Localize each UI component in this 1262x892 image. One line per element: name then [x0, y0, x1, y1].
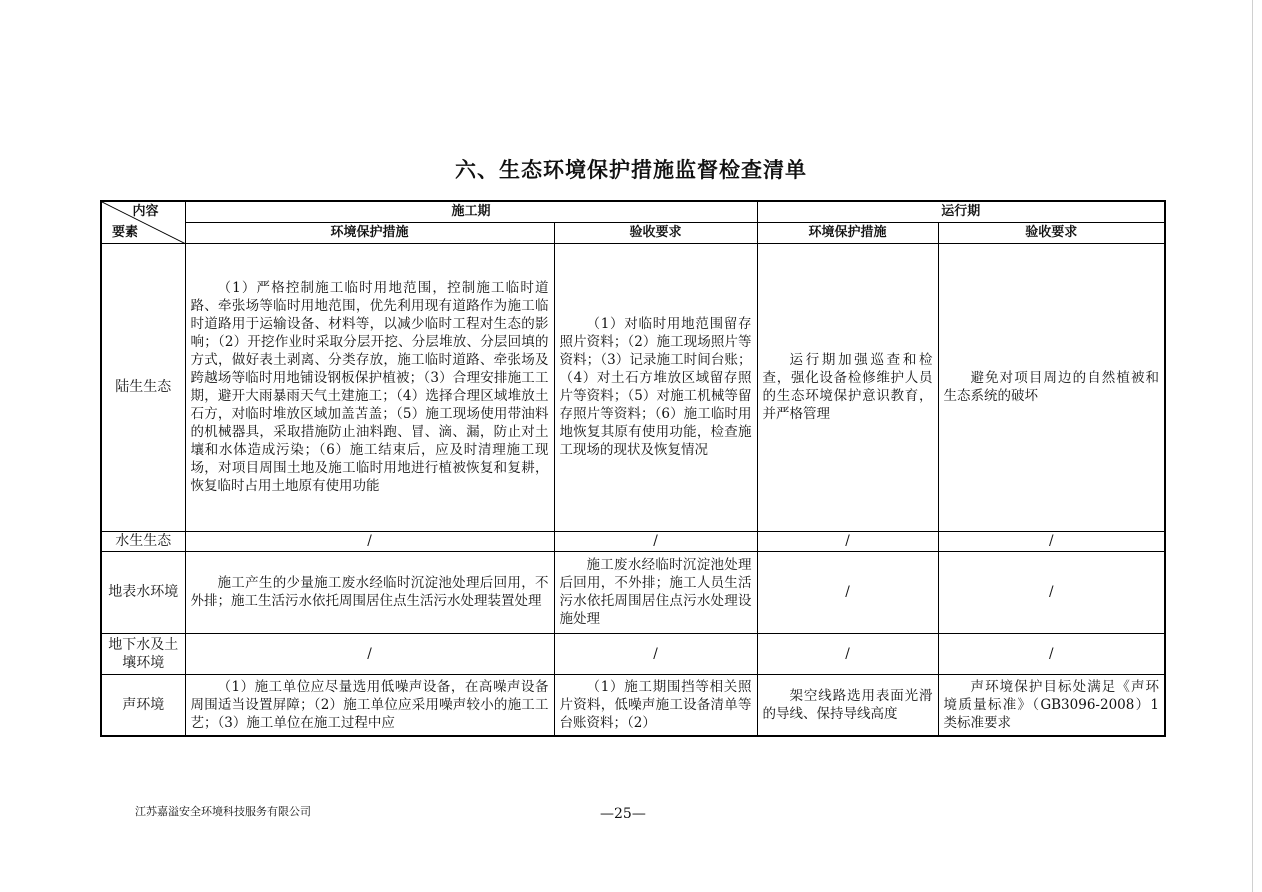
construction-acceptance-cell: （1）对临时用地范围留存照片资料；（2）施工现场照片等资料；（3）记录施工时间台账；（4）对土石方堆放区域留存照片等资料；（5）对施工机械等留存照片等资料；（6）施工临时用地恢复其原有使用功能，检查施工现场的现状及恢复情况 — [554, 243, 757, 531]
operation-measures-cell: 架空线路选用表面光滑的导线、保持导线高度 — [757, 674, 938, 736]
operation-measures-header: 环境保护措施 — [757, 222, 938, 243]
operation-acceptance-cell: 避免对项目周边的自然植被和生态系统的破坏 — [938, 243, 1165, 531]
table-row — [101, 551, 1165, 633]
operation-acceptance-cell: / — [938, 633, 1165, 674]
operation-acceptance-cell: / — [938, 531, 1165, 551]
table-row — [101, 243, 1165, 531]
operation-period-header: 运行期 — [757, 201, 1165, 222]
construction-period-header: 施工期 — [185, 201, 757, 222]
construction-measures-cell: / — [185, 531, 554, 551]
operation-measures-cell: / — [757, 633, 938, 674]
table-row — [101, 531, 1165, 551]
construction-measures-cell: （1）严格控制施工临时用地范围，控制施工临时道路、牵张场等临时用地范围，优先利用现有道路作为施工临时道路用于运输设备、材料等，以减少临时工程对生态的影响；（2）开挖作业时采取分层开挖、分层堆放、分层回填的方式，做好表土剥离、分类存放，施工临时道路、牵张场及跨越场等临时用地铺设钢板保护植被；（3）合理安排施工工期，避开大雨暴雨天气土建施工；（4）选择合理区域堆放土石方，对临时堆放区域加盖苫盖；（5）施工现场使用带油料的机械器具，采取措施防止油料跑、冒、滴、漏，防止对土壤和水体造成污染；（6）施工结束后，应及时清理施工现场，对项目周围土地及施工临时用地进行植被恢复和复耕，恢复临时占用土地原有使用功能 — [185, 243, 554, 531]
page-title: 六、生态环境保护措施监督检查清单 — [455, 158, 807, 182]
operation-acceptance-cell: 声环境保护目标处满足《声环境质量标准》（GB3096-2008）1类标准要求 — [938, 674, 1165, 736]
element-cell: 水生生态 — [101, 531, 185, 551]
element-cell: 陆生生态 — [101, 243, 185, 531]
element-cell: 声环境 — [101, 674, 185, 736]
construction-acceptance-header: 验收要求 — [554, 222, 757, 243]
construction-measures-cell: / — [185, 633, 554, 674]
construction-measures-header: 环境保护措施 — [185, 222, 554, 243]
footer-company: 江苏嘉溢安全环境科技服务有限公司 — [135, 805, 311, 818]
header-row-1 — [101, 201, 1165, 222]
operation-measures-cell: 运行期加强巡查和检查，强化设备检修维护人员的生态环境保护意识教育，并严格管理 — [757, 243, 938, 531]
page-edge-line — [1252, 0, 1253, 892]
element-cell: 地表水环境 — [101, 551, 185, 633]
eco-protection-checklist-table — [100, 200, 1166, 737]
operation-acceptance-header: 验收要求 — [938, 222, 1165, 243]
construction-acceptance-cell: （1）施工期围挡等相关照片资料，低噪声施工设备清单等台账资料；（2） — [554, 674, 757, 736]
diag-label-element: 要素 — [112, 224, 139, 240]
diag-label-content: 内容 — [132, 204, 159, 219]
header-row-2 — [101, 222, 1165, 243]
construction-measures-cell: （1）施工单位应尽量选用低噪声设备，在高噪声设备周围适当设置屏障；（2）施工单位应采用噪声较小的施工工艺；（3）施工单位在施工过程中应 — [185, 674, 554, 736]
operation-measures-cell: / — [757, 531, 938, 551]
construction-acceptance-cell: 施工废水经临时沉淀池处理后回用，不外排；施工人员生活污水依托周围居住点污水处理设施处理 — [554, 551, 757, 633]
table-row — [101, 674, 1165, 736]
construction-acceptance-cell: / — [554, 633, 757, 674]
operation-measures-cell: / — [757, 551, 938, 633]
page-number: —25— — [600, 806, 646, 822]
table-row — [101, 633, 1165, 674]
operation-acceptance-cell: / — [938, 551, 1165, 633]
element-cell: 地下水及土壤环境 — [101, 633, 185, 674]
diagonal-header-cell — [101, 201, 185, 243]
construction-acceptance-cell: / — [554, 531, 757, 551]
construction-measures-cell: 施工产生的少量施工废水经临时沉淀池处理后回用，不外排；施工生活污水依托周围居住点生活污水处理装置处理 — [185, 551, 554, 633]
